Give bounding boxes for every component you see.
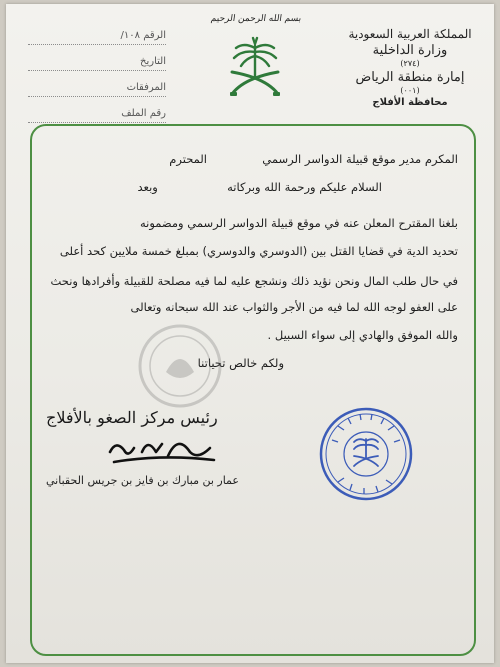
greeting-line <box>38 180 382 194</box>
ministry-header <box>346 26 474 110</box>
reference-fields <box>28 22 166 126</box>
body-line: بلغنا المقترح المعلن عنه في موقع قبيلة الدواسر الرسمي ومضمونه <box>139 216 458 230</box>
letter-frame <box>30 124 476 656</box>
greeting: السلام عليكم ورحمة الله وبركاته <box>227 180 382 194</box>
ministry-name: وزارة الداخلية <box>372 43 448 58</box>
field-attachments-label: المرفقات <box>126 82 166 93</box>
governorate-name: محافظة الأفلاج <box>372 97 448 108</box>
emirate-name: إمارة منطقة الرياض <box>355 70 465 85</box>
body-line: على العفو لوجه الله لما فيه من الأجر والثواب عند الله سبحانه وتعالى <box>130 300 458 314</box>
body-line: في حال طلب المال ونحن نؤيد ذلك ونشجع عليه لما فيه مصلحة للقبيلة وأفرادها ونحث <box>50 274 458 288</box>
ministry-code: (٢٧٤) <box>400 59 420 68</box>
kingdom-name: المملكة العربية السعودية <box>348 27 472 41</box>
field-attachments <box>28 74 166 97</box>
signatory-title: رئيس مركز الصغو بالأفلاج <box>46 408 218 427</box>
honorific: المحترم <box>169 152 207 166</box>
field-number-label: الرقم ١٠٨/ <box>120 30 166 41</box>
signer-name: عمار بن مبارك بن فايز بن جريس الحقباني <box>46 474 239 487</box>
closing: ولكم خالص تحياتنا <box>197 356 284 370</box>
watermark-seal-icon <box>136 322 224 410</box>
field-file-number-label: رقم الملف <box>121 108 166 119</box>
field-file-number <box>28 100 166 123</box>
addressee-line <box>38 152 458 166</box>
emirate-code: (٠٠١) <box>400 86 420 95</box>
field-date <box>28 48 166 71</box>
palm-swords-emblem-icon <box>224 34 286 104</box>
handwritten-signature-icon <box>102 422 220 468</box>
basmala: بسم الله الرحمن الرحيم <box>210 14 302 24</box>
field-date-label: التاريخ <box>140 56 166 67</box>
field-number <box>28 22 166 45</box>
body-line: والله الموفق والهادي إلى سواء السبيل . <box>267 328 458 342</box>
letter-paper <box>6 4 494 663</box>
addressee: المكرم مدير موقع قبيلة الدواسر الرسمي <box>262 152 458 166</box>
body-line: تحديد الدية في قضايا القتل بين (الدوسري والدوسري) بمبلغ خمسة ملايين كحد أعلى <box>59 244 458 258</box>
official-stamp-icon <box>318 406 414 502</box>
after-greeting: وبعد <box>137 180 158 194</box>
